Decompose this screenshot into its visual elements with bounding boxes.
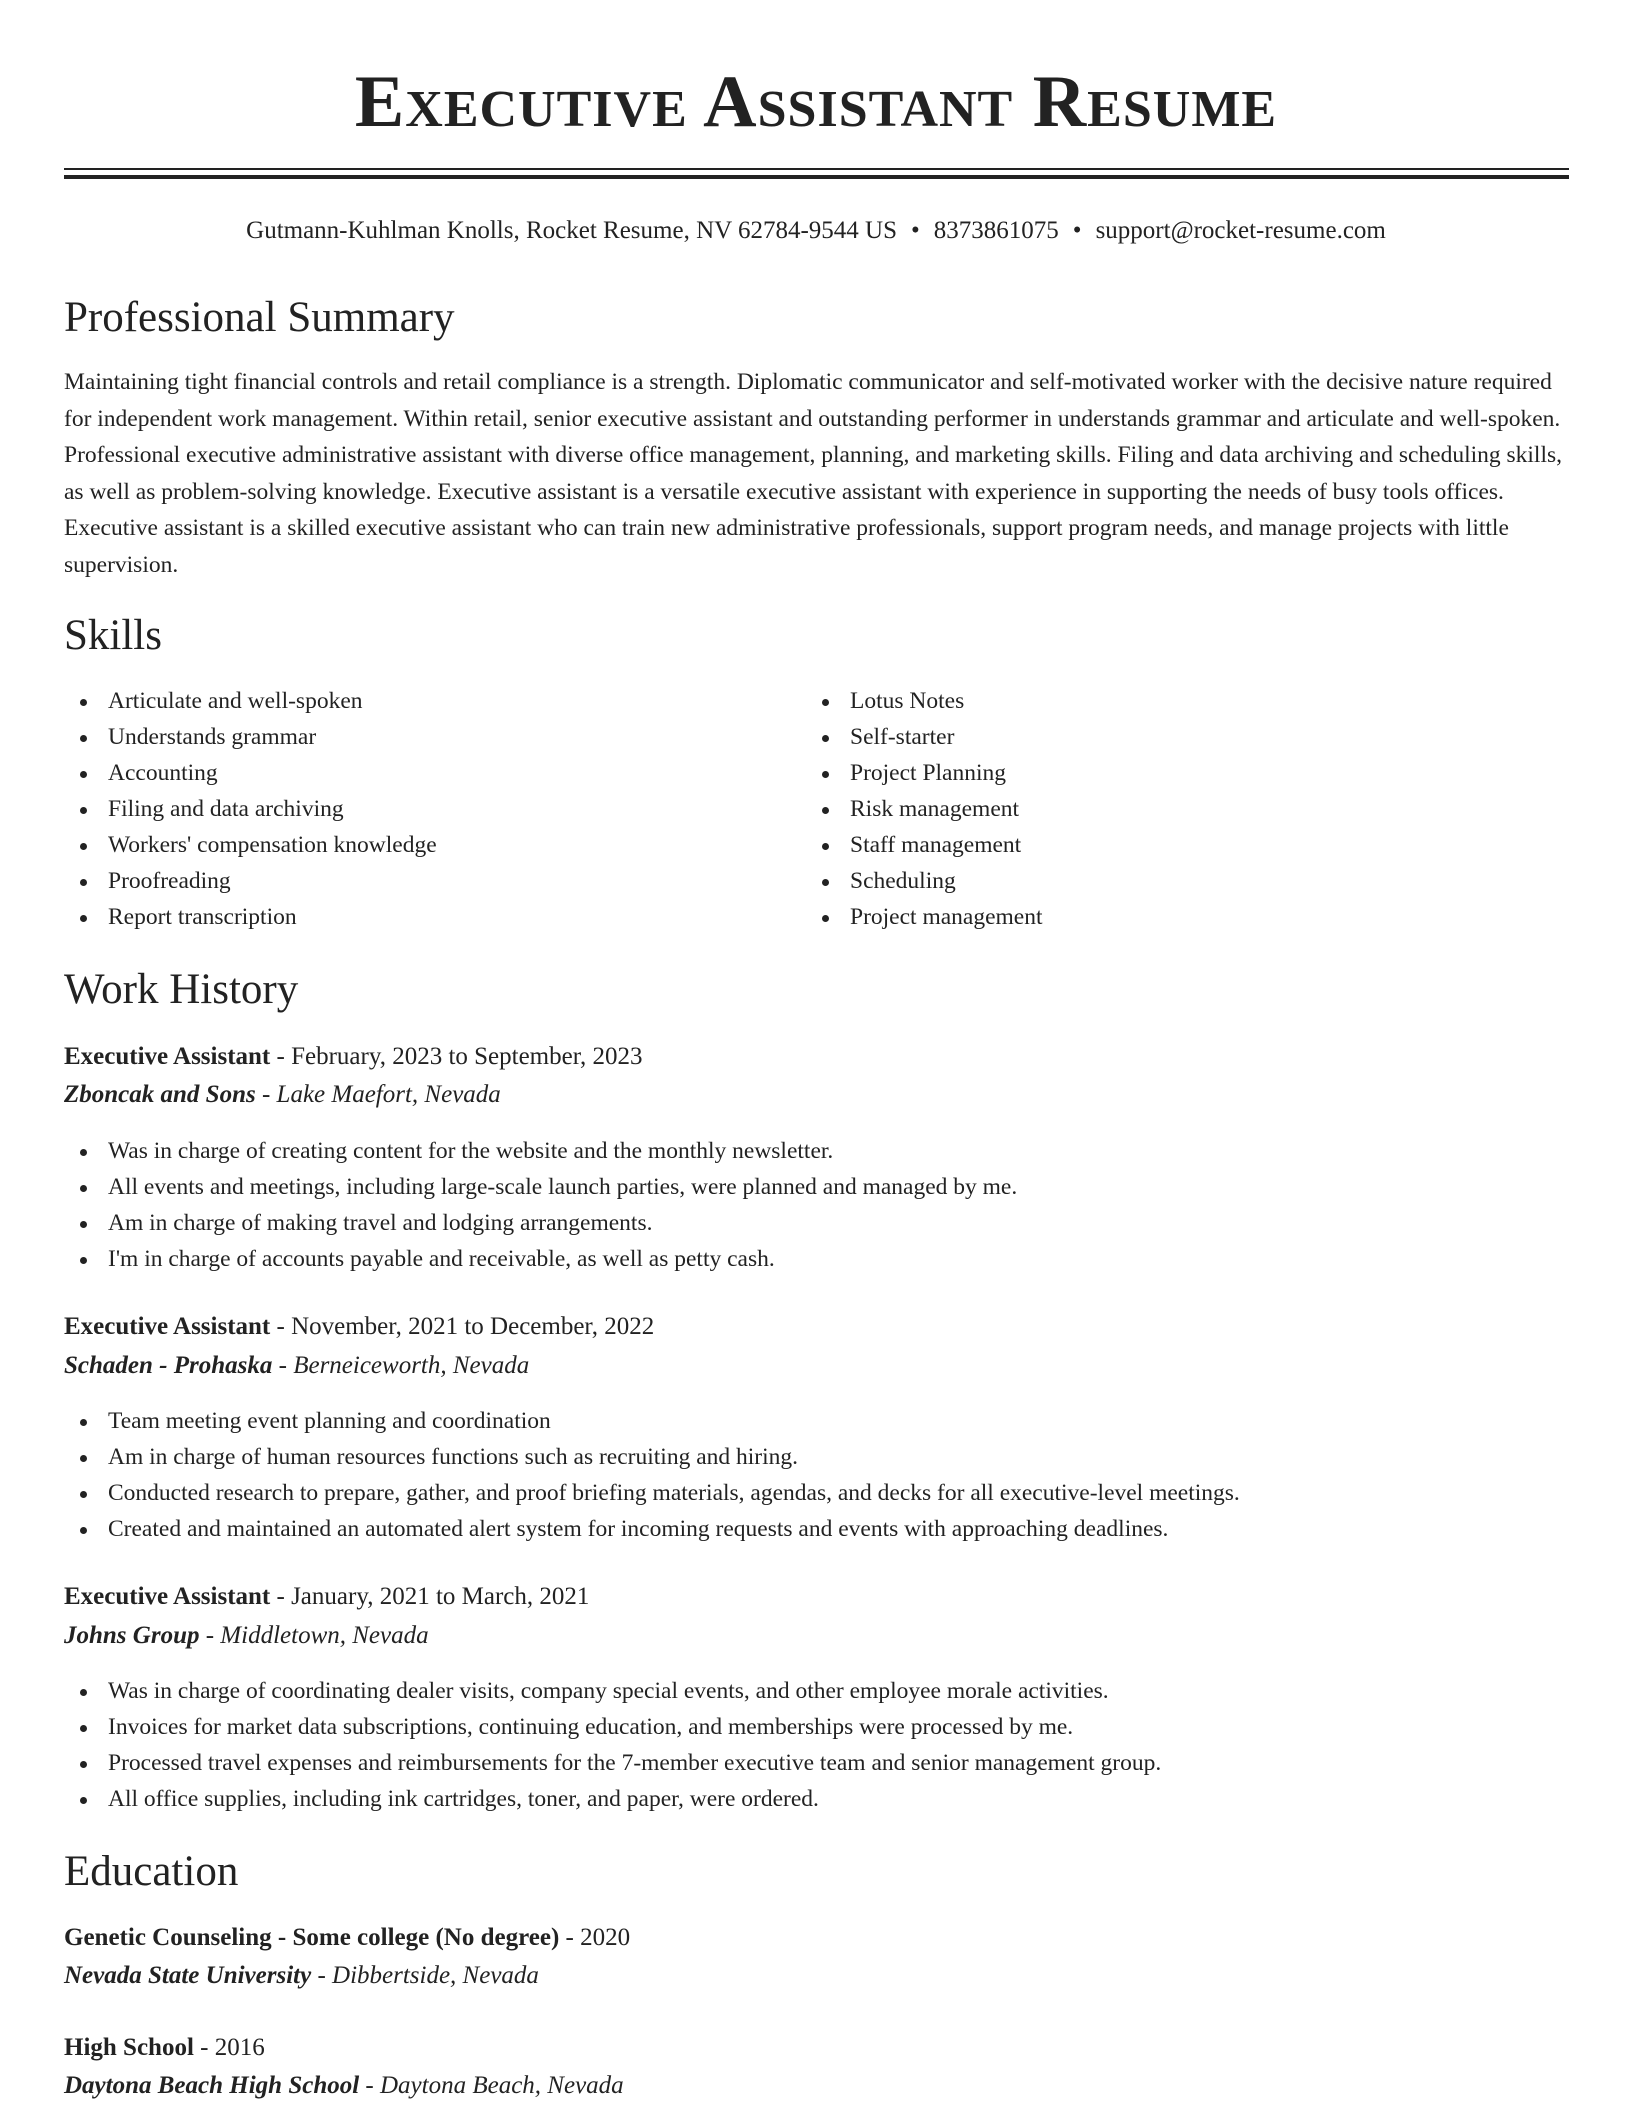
job-title-line (64, 1040, 643, 1074)
summary-text: Maintaining tight financial controls and retail compliance is a strength. Diplomatic communicator and self-motivated worker with the decisive nature required for independent work management. Within retail, senior executive assistant and outstanding performer in understands grammar and articulate and well-spoken. Professional executive administrative assistant with diverse office management, planning, and marketing skills. Filing and data archiving and scheduling skills, as well as problem-solving knowledge. Executive assistant is a versatile executive assistant with experience in supporting the needs of busy tools offices. Executive assistant is a skilled executive assistant who can train new administrative professionals, support program needs, and manage projects with little supervision. (64, 369, 1563, 578)
title-rule-thick (64, 175, 1569, 179)
skill-item: Accounting (64, 755, 764, 791)
skills-list-right (806, 683, 1506, 935)
education-degree-line (64, 2031, 265, 2065)
skill-item: Understands grammar (64, 719, 764, 755)
skills-heading: Skills (64, 612, 162, 659)
job-bullet: All events and meetings, including large-scale launch parties, were planned and managed by me. (64, 1169, 1564, 1205)
job-bullet: Am in charge of human resources functions such as recruiting and hiring. (64, 1439, 1564, 1475)
work-history-heading: Work History (64, 966, 299, 1013)
job-company-line (64, 1078, 501, 1112)
education-year: - 2020 (565, 1924, 631, 1951)
job-company: Johns Group (64, 1622, 200, 1649)
job-bullet: Was in charge of coordinating dealer visits, company special events, and other employee morale activities. (64, 1673, 1564, 1709)
job-title: Executive Assistant (64, 1313, 271, 1340)
job-bullet: All office supplies, including ink cartridges, toner, and paper, were ordered. (64, 1781, 1564, 1817)
skill-item: Filing and data archiving (64, 791, 764, 827)
title-rule-thin (64, 168, 1569, 170)
skill-item: Project management (806, 899, 1506, 935)
contact-line (0, 214, 1632, 248)
education-school-line (64, 2069, 624, 2103)
contact-email: support@rocket-resume.com (1095, 217, 1386, 244)
job-bullets (64, 1133, 1564, 1277)
skill-item: Project Planning (806, 755, 1506, 791)
job-bullet: Created and maintained an automated alert system for incoming requests and events with approaching deadlines. (64, 1511, 1564, 1547)
job-title: Executive Assistant (64, 1043, 271, 1070)
contact-address: Gutmann-Kuhlman Knolls, Rocket Resume, NV 62784-9544 US (246, 217, 898, 244)
job-bullet: Team meeting event planning and coordination (64, 1403, 1564, 1439)
job-location: - Lake Maefort, Nevada (261, 1081, 501, 1108)
job-bullet: Conducted research to prepare, gather, and proof briefing materials, agendas, and decks for all executive-level meetings. (64, 1475, 1564, 1511)
summary-heading: Professional Summary (64, 294, 455, 341)
skill-item: Workers' compensation knowledge (64, 827, 764, 863)
job-company: Schaden - Prohaska (64, 1352, 273, 1379)
job-bullets (64, 1673, 1564, 1817)
skill-item: Self-starter (806, 719, 1506, 755)
skill-item: Proofreading (64, 863, 764, 899)
job-title-line (64, 1310, 654, 1344)
job-dates: - November, 2021 to December, 2022 (276, 1313, 655, 1340)
education-year: - 2016 (200, 2034, 265, 2061)
job-title: Executive Assistant (64, 1583, 271, 1610)
job-bullet: Processed travel expenses and reimbursements for the 7-member executive team and senior management group. (64, 1745, 1564, 1781)
resume-title: Executive Assistant Resume (354, 61, 1278, 143)
job-dates: - January, 2021 to March, 2021 (276, 1583, 590, 1610)
education-school: Daytona Beach High School (64, 2072, 360, 2099)
education-location: - Daytona Beach, Nevada (365, 2072, 624, 2099)
job-bullet: Am in charge of making travel and lodging arrangements. (64, 1205, 1564, 1241)
job-company: Zboncak and Sons (64, 1081, 256, 1108)
contact-phone: 8373861075 (933, 217, 1059, 244)
skill-item: Staff management (806, 827, 1506, 863)
education-location: - Dibbertside, Nevada (317, 1962, 539, 1989)
skill-item: Report transcription (64, 899, 764, 935)
skill-item: Articulate and well-spoken (64, 683, 764, 719)
education-school: Nevada State University (64, 1962, 312, 1989)
job-company-line (64, 1349, 529, 1383)
skill-item: Lotus Notes (806, 683, 1506, 719)
contact-separator: • (911, 217, 920, 244)
job-bullets (64, 1403, 1564, 1547)
job-location: - Middletown, Nevada (205, 1622, 429, 1649)
job-bullet: Was in charge of creating content for the website and the monthly newsletter. (64, 1133, 1564, 1169)
education-degree: High School (64, 2034, 194, 2061)
education-heading: Education (64, 1848, 239, 1895)
job-dates: - February, 2023 to September, 2023 (276, 1043, 643, 1070)
contact-separator: • (1072, 217, 1082, 244)
skills-list-left (64, 683, 764, 935)
education-degree-line (64, 1921, 630, 1955)
job-bullet: Invoices for market data subscriptions, continuing education, and memberships were processed by me. (64, 1709, 1564, 1745)
skill-item: Scheduling (806, 863, 1506, 899)
job-bullet: I'm in charge of accounts payable and receivable, as well as petty cash. (64, 1241, 1564, 1277)
education-degree: Genetic Counseling - Some college (No degree) (64, 1924, 560, 1951)
education-school-line (64, 1959, 539, 1993)
skill-item: Risk management (806, 791, 1506, 827)
job-location: - Berneiceworth, Nevada (278, 1352, 530, 1379)
job-title-line (64, 1580, 589, 1614)
job-company-line (64, 1619, 429, 1653)
